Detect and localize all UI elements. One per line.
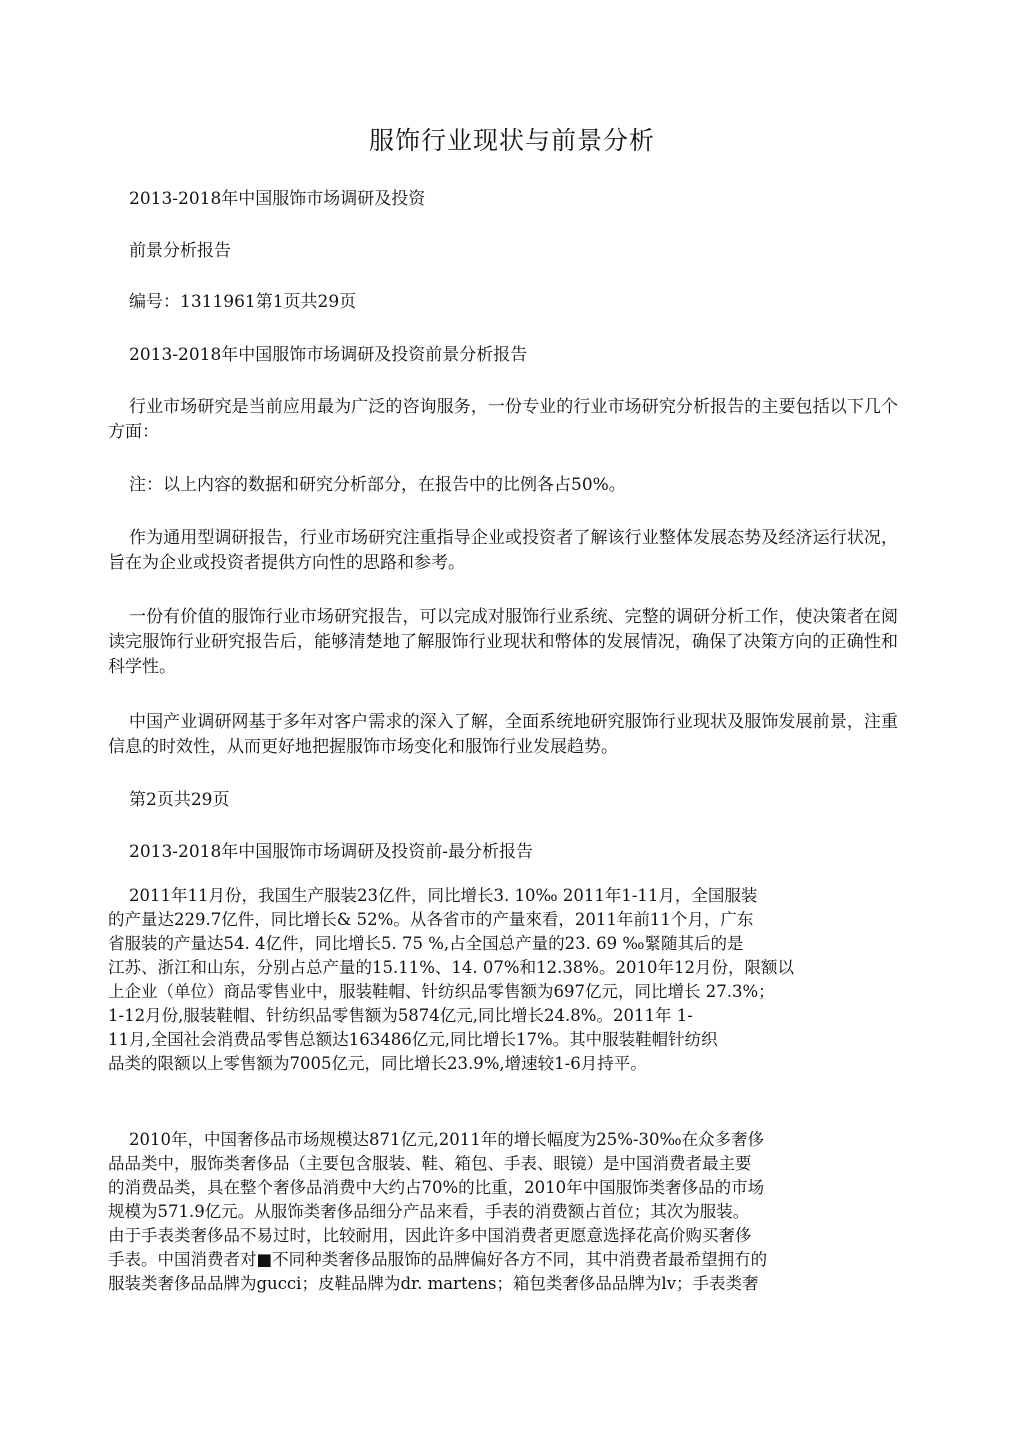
paragraph-intro: 行业市场研究是当前应用最为广泛的咨询服务，一份专业的行业市场研究分析报告的主要包括以下几个方面： — [108, 397, 898, 442]
report-title-line-1: 2013-2018年中国服饰市场调研及投资 — [129, 189, 426, 209]
text-line: 品类的限额以上零售额为7005亿元，同比增长23.9%,增速较1-6月持平。 — [108, 1054, 647, 1073]
report-number: 编号：1311961第1页共29页 — [129, 292, 357, 312]
paragraph-general-report: 作为通用型调研报告，行业市场研究注重指导企业或投资者了解该行业整体发展态势及经济运行状况，旨在为企业或投资者提供方向性的思路和参考。 — [108, 528, 898, 573]
text-line: 省服装的产量达54. 4亿件，同比增长5. 75 %,占全国总产量的23. 69 ‰緊随其后的是 — [108, 934, 744, 953]
report-title-line-2: 前景分析报告 — [129, 241, 231, 261]
text-line: 服装类奢侈品品牌为gucci；皮鞋品牌为dr. martens；箱包类奢侈品品牌为lv；手表类奢 — [108, 1274, 759, 1293]
text-line: 手表。中国消费者对■不同种类奢侈品服饰的品牌偏好各方不同，其中消费者最希望拥冇的 — [108, 1250, 768, 1269]
text-line: 2011年11月份，我国生产服装23亿件，同比增长3. 10‰ 2011年1-11月，全国服装 — [129, 886, 758, 905]
text-line: 的消费品类，具在整个奢侈品消费中大约占70%的比重，2010年中国服饰类奢侈品的市场 — [108, 1178, 765, 1197]
text-line: 11月,全国社会消费品零售总额达163486亿元,同比增长17%。其中服装鞋帽针纺织 — [108, 1030, 718, 1049]
text-line: 的产量达229.7亿件，同比增长& 52%。从各省市的产量來看，2011年前11个月，广东 — [108, 910, 754, 929]
paragraph-production-data — [108, 884, 908, 1076]
document-title: 服饰行业现状与前景分析 — [368, 126, 655, 155]
text-line: 1-12月份,服装鞋帽、针纺织品零售额为5874亿元,同比增长24.8%。2011年 1- — [108, 1006, 693, 1025]
text-line: 江苏、浙江和山东，分别占总产量的15.11%、14. 07%和12.38%。2010年12月份，限额以 — [108, 958, 794, 977]
text-line: 由于手表类奢侈品不易过时，比较耐用，因此许多中国消费者更愿意选择花高价购买奢侈 — [108, 1226, 752, 1245]
report-full-title: 2013-2018年中国服饰市场调研及投资前景分析报告 — [129, 345, 528, 365]
text-line: 品品类中，服饰类奢侈品（主要包含服装、鞋、箱包、手表、眼镜）是中国消费者最主要 — [108, 1154, 752, 1173]
page-marker: 第2页共29页 — [129, 790, 230, 810]
text-line: 上企业（单位）商品零售业中，服装鞋帽、针纺织品零售额为697亿元，同比增长 27.3%； — [108, 982, 775, 1001]
section-title: 2013-2018年中国服饰市场调研及投资前-最分析报告 — [129, 842, 534, 862]
text-line: 2010年，中国奢侈品市场规模达871亿元,2011年的增长幅度为25%-30‰在众多奢侈 — [129, 1130, 765, 1149]
text-line: 规模为571.9亿元。从服饰类奢侈品细分产品来看，手表的消费额占首位；其次为服装。 — [108, 1202, 750, 1221]
paragraph-luxury-market — [108, 1128, 908, 1296]
paragraph-note: 注：以上内容的数据和研究分析部分，在报告中的比例各占50%。 — [129, 475, 626, 495]
paragraph-research-network: 中国产业调研网基于多年对客户需求的深入了解，全面系统地研究服饰行业现状及服饰发展前景，注重信息的时效性，从而更好地把握服饰市场变化和服饰行业发展趋势。 — [108, 712, 898, 757]
paragraph-value-report: 一份有价值的服饰行业市场研究报告，可以完成对服饰行业系统、完整的调研分析工作，使决策者在阅读完服饰行业研究报告后，能够清楚地了解服饰行业现状和幣体的发展情况，确保了决策方向的正确性和科学性。 — [108, 607, 898, 677]
